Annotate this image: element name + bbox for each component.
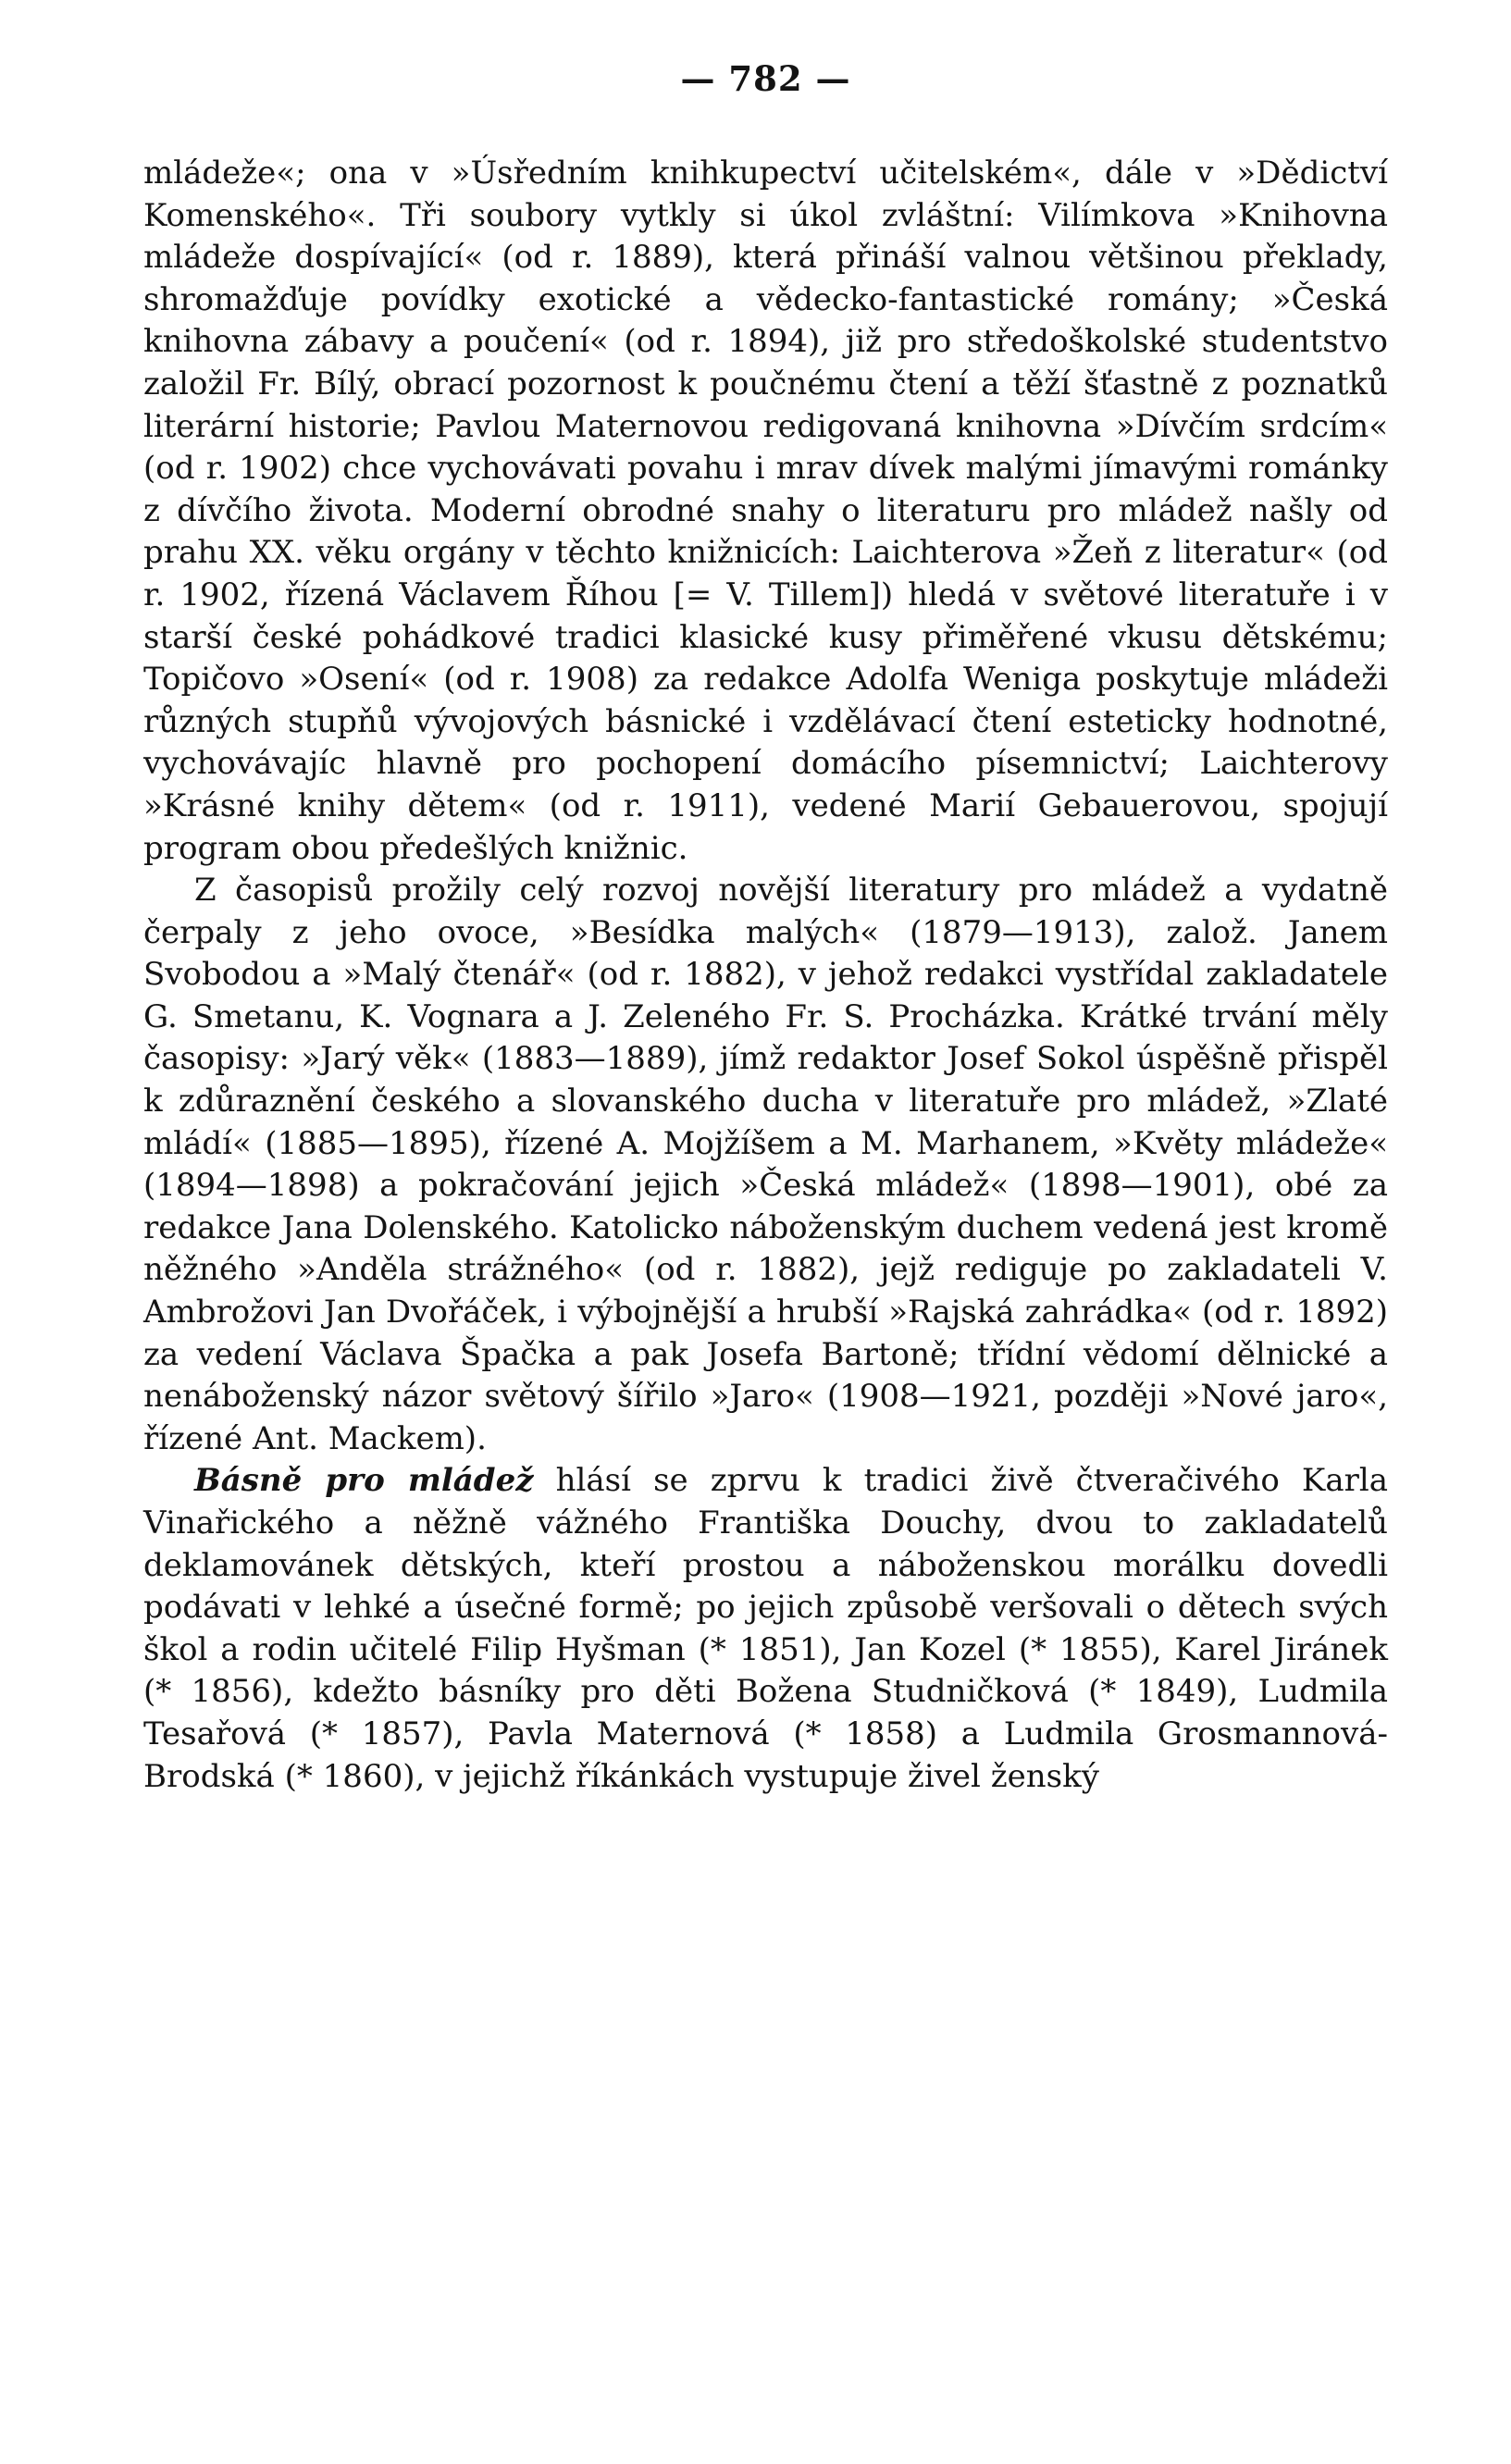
book-page xyxy=(143,51,1388,1798)
body-text xyxy=(143,153,1388,1798)
paragraph-text: Z časopisů prožily celý rozvoj novější literatury pro mládež a vydatně čerpaly z jeho ovoce, »Besídka malých« (1879—1913), založ. Janem Svobodou a »Malý čtenář« (od r. 1882), v jehož redakci vystřídal zakladatele G. Smetanu, K. Vognara a J. Zeleného Fr. S. Procházka. Krátké trvání měly časopisy: »Jarý věk« (1883—1889), jímž redaktor Josef Sokol úspěšně přispěl k zdůraznění českého a slovanského ducha v literatuře pro mládež, »Zlaté mládí« (1885—1895), řízené A. Mojžíšem a M. Marhanem, »Květy mládeže« (1894—1898) a pokračování jejich »Česká mládež« (1898—1901), obé za redakce Jana Dolenského. Katolicko náboženským duchem vedená jest kromě něžného »Anděla strážného« (od r. 1882), jejž rediguje po zakladateli V. Ambrožovi Jan Dvořáček, i výbojnější a hrubší »Rajská zahrádka« (od r. 1892) za vedení Václava Špačka a pak Josefa Bartoně; třídní vědomí dělnické a nenáboženský názor světový šířilo »Jaro« (1908—1921, později »Nové jaro«, řízené Ant. Mackem). xyxy=(143,872,1388,1457)
paragraph-youth-poetry xyxy=(143,1460,1388,1798)
paragraph-text: mládeže«; ona v »Úsředním knihkupectví učitelském«, dále v »Dědictví Komenského«. Tři soubory vytkly si úkol zvláštní: Vilímkova »Knihovna mládeže dospívající« (od r. 1889), která přináší valnou většinou překlady, shromažďuje povídky exotické a vědecko-fantastické romány; »Česká knihovna zábavy a poučení« (od r. 1894), již pro středoškolské studentstvo založil Fr. Bílý, obrací pozornost k poučnému čtení a těží šťastně z poznatků literární historie; Pavlou Maternovou redigovaná knihovna »Dívčím srdcím« (od r. 1902) chce vychovávati povahu i mrav dívek malými jímavými románky z dívčího života. Moderní obrodné snahy o literaturu pro mládež našly od prahu XX. věku orgány v těchto knižnicích: Laichterova »Žeň z literatur« (od r. 1902, řízená Václavem Říhou [= V. Tillem]) hledá v světové literatuře i v starší české pohádkové tradici klasické kusy přiměřené vkusu dětskému; Topičovo »Osení« (od r. 1908) za redakce Adolfa Weniga poskytuje mládeži různých stupňů vývojových básnické i vzdělávací čtení esteticky hodnotné, vychovávajíc hlavně pro pochopení domácího písemnictví; Laichterovy »Krásné knihy dětem« (od r. 1911), vedené Marií Gebauerovou, spojují program obou předešlých knižnic. xyxy=(143,155,1388,867)
page-number: — 782 — xyxy=(680,58,851,99)
paragraph-youth-magazines xyxy=(143,870,1388,1460)
paragraph-lead: Básně pro mládež xyxy=(194,1462,534,1500)
paragraph-youth-libraries xyxy=(143,153,1388,870)
paragraph-text: hlásí se zprvu k tradici živě čtveračivého Karla Vinařického a něžně vážného Františka Douchy, dvou to zakladatelů deklamovánek dětských, kteří prostou a náboženskou morálku dovedli podávati v lehké a úsečné formě; po jejich způsobě veršovali o dětech svých škol a rodin učitelé Filip Hyšman (* 1851), Jan Kozel (* 1855), Karel Jiránek (* 1856), kdežto básníky pro děti Božena Studničková (* 1849), Ludmila Tesařová (* 1857), Pavla Maternová (* 1858) a Ludmila Grosmannová-Brodská (* 1860), v jejichž říkánkách vystupuje živel ženský xyxy=(143,1462,1388,1795)
